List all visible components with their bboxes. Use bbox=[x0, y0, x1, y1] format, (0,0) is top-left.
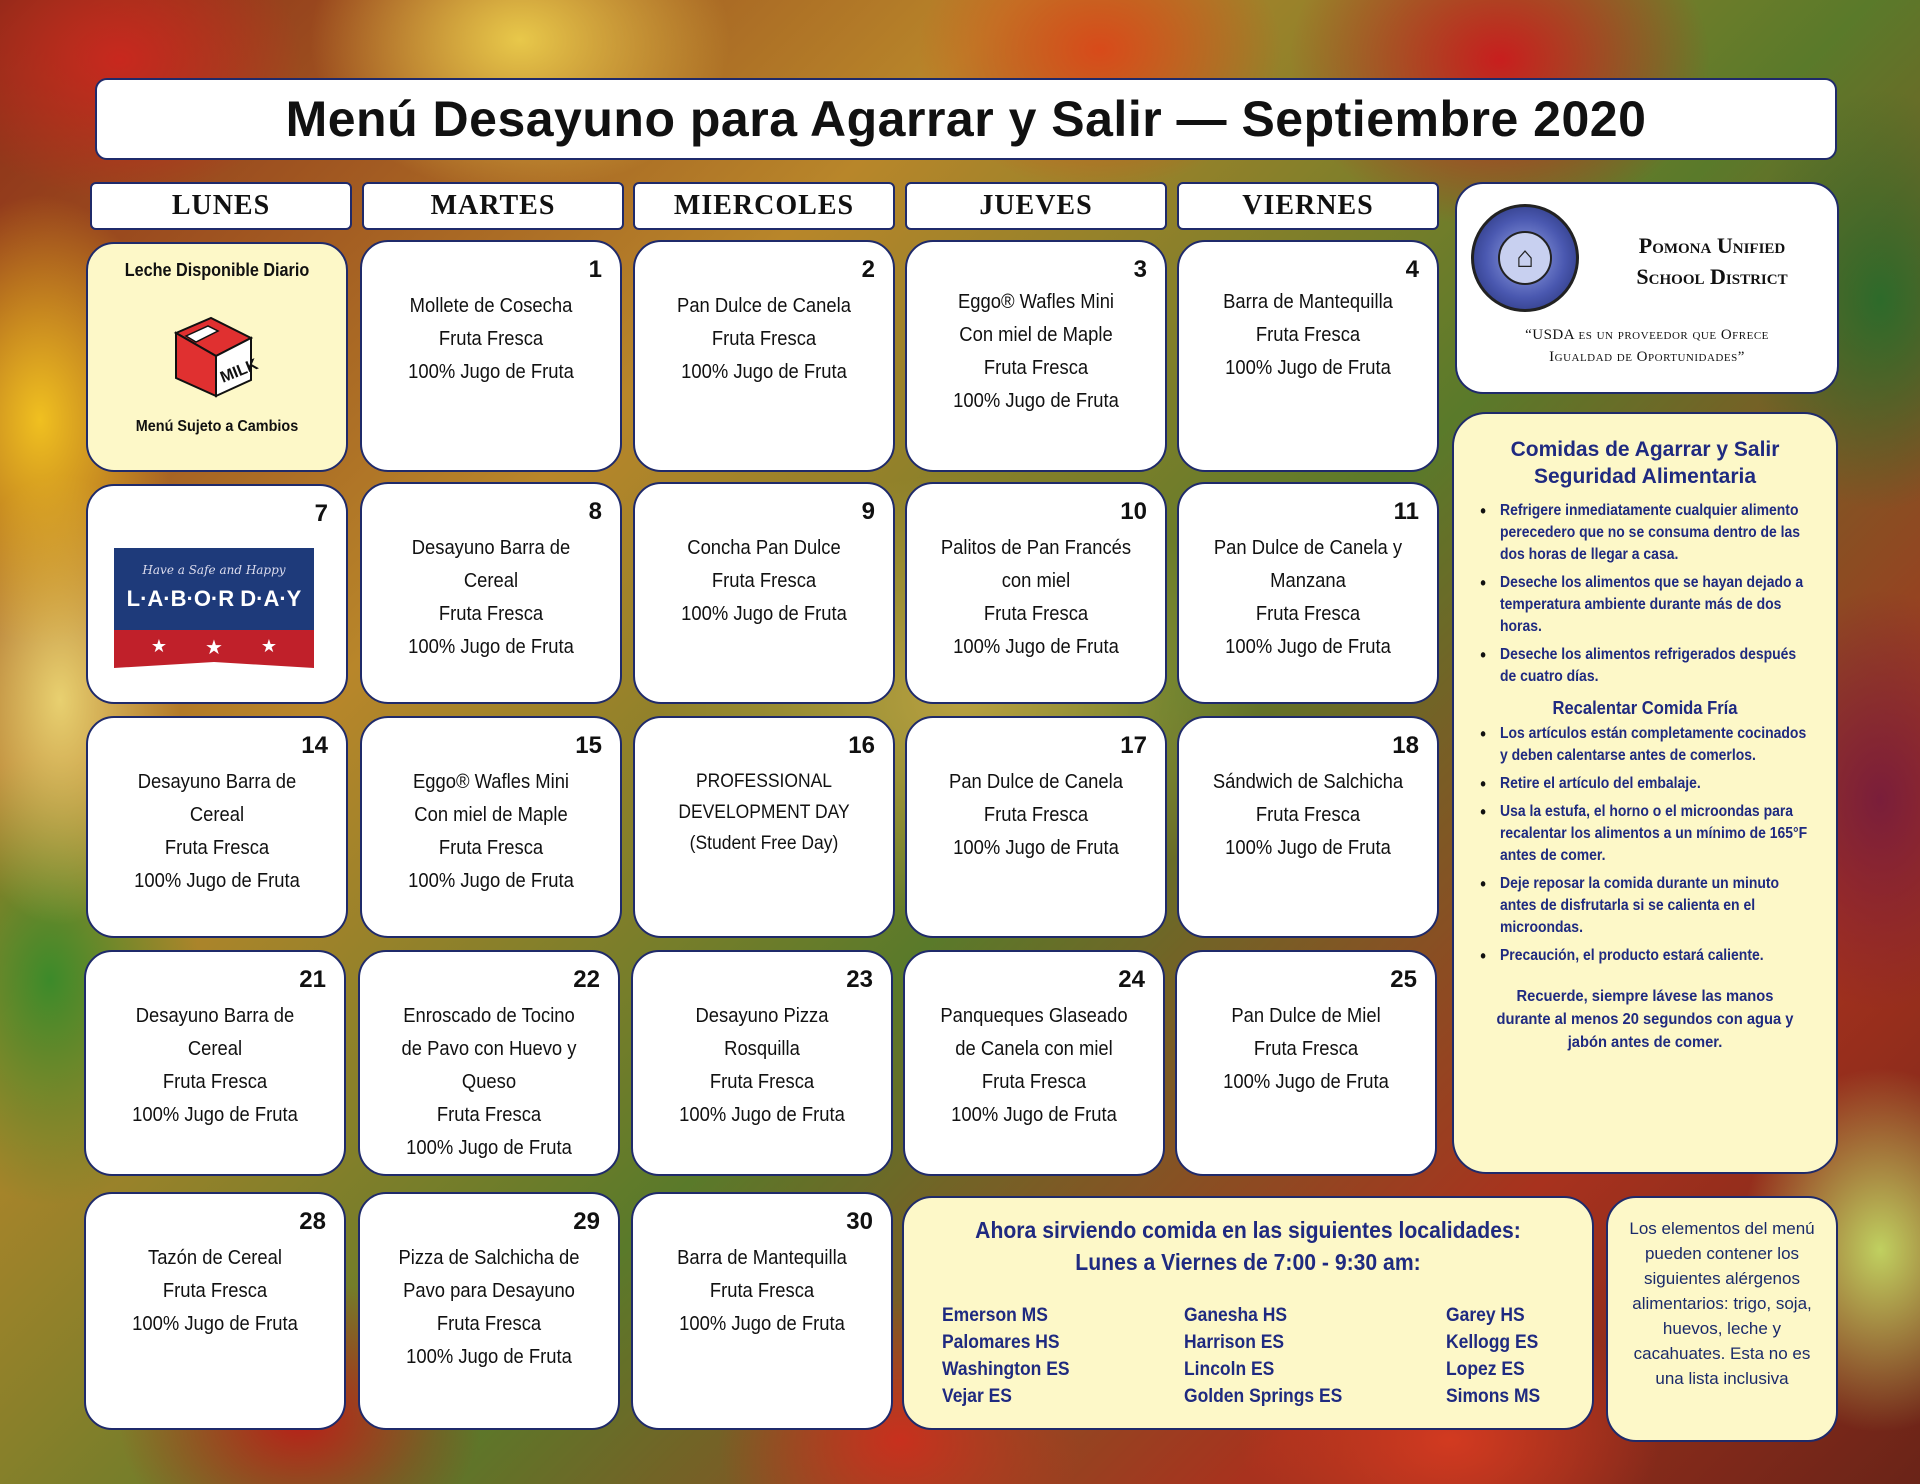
day-header-lunes: LUNES bbox=[90, 182, 352, 230]
menu-items bbox=[633, 1000, 891, 1132]
menu-item: (Student Free Day) bbox=[689, 833, 839, 854]
list-item: • Los artículos están completamente cocinados y deben calentarse antes de comerlos. bbox=[1500, 723, 1809, 767]
day-number: 23 bbox=[846, 966, 873, 993]
menu-subject-change-text: Menú Sujeto a Cambios bbox=[135, 418, 299, 435]
menu-item: 100% Jugo de Fruta bbox=[134, 870, 300, 892]
day-header-jueves: JUEVES bbox=[905, 182, 1167, 230]
menu-items bbox=[360, 1242, 618, 1374]
day-cell-16 bbox=[633, 716, 895, 938]
day-header-viernes: VIERNES bbox=[1177, 182, 1439, 230]
menu-item: 100% Jugo de Fruta bbox=[1223, 1071, 1389, 1093]
menu-items bbox=[635, 766, 893, 859]
day-number: 24 bbox=[1118, 966, 1145, 993]
menu-item: Simons MS bbox=[1446, 1386, 1541, 1407]
menu-item: de Canela con miel bbox=[955, 1038, 1113, 1060]
usda-line1: “USDA es un proveedor que Ofrece bbox=[1525, 327, 1769, 343]
menu-item: Fruta Fresca bbox=[709, 1280, 815, 1302]
locations-box bbox=[902, 1196, 1594, 1430]
allergens-box bbox=[1606, 1196, 1838, 1442]
day-number: 3 bbox=[1133, 256, 1147, 283]
menu-items bbox=[88, 766, 346, 898]
menu-items bbox=[86, 1000, 344, 1132]
menu-items bbox=[635, 290, 893, 389]
menu-item: Concha Pan Dulce bbox=[687, 537, 841, 559]
day-number: 30 bbox=[846, 1208, 873, 1235]
list-item: • Deseche los alimentos refrigerados después de cuatro días. bbox=[1500, 644, 1809, 688]
svg-text:★: ★ bbox=[205, 637, 223, 659]
day-number: 29 bbox=[573, 1208, 600, 1235]
menu-item: Pan Dulce de Canela bbox=[949, 771, 1123, 793]
menu-item: Con miel de Maple bbox=[414, 804, 568, 826]
district-name-line2: School District bbox=[1636, 264, 1788, 289]
menu-item: Fruta Fresca bbox=[436, 1104, 542, 1126]
menu-item: Eggo® Wafles Mini bbox=[957, 291, 1115, 313]
menu-item: Desayuno Barra de bbox=[135, 1005, 295, 1027]
list-item: • Refrigere inmediatamente cualquier alimento perecedero que no se consuma dentro de las dos horas de llegar a casa. bbox=[1500, 500, 1809, 566]
svg-text:★: ★ bbox=[260, 636, 278, 656]
menu-items bbox=[1177, 1000, 1435, 1099]
menu-item: Cereal bbox=[189, 804, 245, 826]
menu-items bbox=[1179, 532, 1437, 664]
milk-available-text: Leche Disponible Diario bbox=[124, 260, 310, 280]
day-header-martes: MARTES bbox=[362, 182, 624, 230]
menu-item: Cereal bbox=[463, 570, 519, 592]
menu-item: 100% Jugo de Fruta bbox=[681, 603, 847, 625]
milk-label: MILK bbox=[218, 356, 261, 387]
district-logo-box bbox=[1455, 182, 1839, 394]
menu-item: 100% Jugo de Fruta bbox=[1225, 837, 1391, 859]
menu-item: Eggo® Wafles Mini bbox=[412, 771, 570, 793]
labor-day-title: L·A·B·O·R D·A·Y bbox=[126, 586, 302, 611]
handwash-reminder: Recuerde, siempre lávese las manos durante al menos 20 segundos con agua y jabón antes de comer. bbox=[1496, 988, 1794, 1051]
menu-item: Fruta Fresca bbox=[1255, 804, 1361, 826]
menu-item: 100% Jugo de Fruta bbox=[408, 361, 574, 383]
menu-item: 100% Jugo de Fruta bbox=[953, 837, 1119, 859]
menu-item: Fruta Fresca bbox=[162, 1071, 268, 1093]
menu-items bbox=[362, 532, 620, 664]
reheat-subtitle: Recalentar Comida Fría bbox=[1552, 698, 1738, 718]
menu-item: Mollete de Cosecha bbox=[409, 295, 573, 317]
day-cell-18 bbox=[1177, 716, 1439, 938]
menu-item: Desayuno Barra de bbox=[411, 537, 571, 559]
day-cell-7 bbox=[86, 484, 348, 704]
menu-item: Fruta Fresca bbox=[983, 357, 1089, 379]
menu-item: de Pavo con Huevo y bbox=[401, 1038, 577, 1060]
day-cell-25 bbox=[1175, 950, 1437, 1176]
info-cell bbox=[86, 242, 348, 472]
locations-hours: Lunes a Viernes de 7:00 - 9:30 am: bbox=[1075, 1249, 1421, 1275]
menu-item: PROFESSIONAL bbox=[695, 771, 832, 792]
day-number: 1 bbox=[588, 256, 602, 283]
menu-item: 100% Jugo de Fruta bbox=[132, 1313, 298, 1335]
menu-item: 100% Jugo de Fruta bbox=[406, 1137, 572, 1159]
menu-items bbox=[362, 290, 620, 389]
menu-item: Fruta Fresca bbox=[711, 570, 817, 592]
menu-item: 100% Jugo de Fruta bbox=[406, 1346, 572, 1368]
menu-item: Golden Springs ES bbox=[1184, 1386, 1343, 1407]
day-cell-1 bbox=[360, 240, 622, 472]
menu-item: Fruta Fresca bbox=[1255, 324, 1361, 346]
menu-item: Pizza de Salchicha de bbox=[398, 1247, 580, 1269]
day-cell-23 bbox=[631, 950, 893, 1176]
menu-item: Fruta Fresca bbox=[711, 328, 817, 350]
usda-statement bbox=[1457, 324, 1837, 368]
menu-item: Barra de Mantequilla bbox=[677, 1247, 847, 1269]
menu-item: Harrison ES bbox=[1184, 1332, 1285, 1353]
day-cell-15 bbox=[360, 716, 622, 938]
day-number: 7 bbox=[314, 500, 328, 527]
menu-item: Tazón de Cereal bbox=[147, 1247, 283, 1269]
menu-item: Con miel de Maple bbox=[959, 324, 1113, 346]
day-number: 11 bbox=[1393, 498, 1419, 525]
list-item: • Precaución, el producto estará caliente. bbox=[1500, 945, 1809, 967]
day-cell-10 bbox=[905, 482, 1167, 704]
labor-day-banner-image bbox=[114, 548, 314, 668]
day-cell-3 bbox=[905, 240, 1167, 472]
usda-line2: Igualdad de Oportunidades” bbox=[1549, 349, 1745, 365]
day-number: 10 bbox=[1120, 498, 1147, 525]
menu-item: Fruta Fresca bbox=[438, 603, 544, 625]
menu-item: Vejar ES bbox=[942, 1386, 1012, 1407]
day-number: 22 bbox=[573, 966, 600, 993]
menu-item: Fruta Fresca bbox=[983, 603, 1089, 625]
menu-items bbox=[360, 1000, 618, 1165]
day-cell-29 bbox=[358, 1192, 620, 1430]
locations-heading-line1: Ahora sirviendo comida en las siguientes localidades: bbox=[975, 1217, 1521, 1243]
menu-items bbox=[1179, 286, 1437, 385]
menu-item: Cereal bbox=[187, 1038, 243, 1060]
day-number: 18 bbox=[1392, 732, 1419, 759]
day-number: 21 bbox=[299, 966, 326, 993]
locations-heading bbox=[932, 1214, 1565, 1278]
menu-item: DEVELOPMENT DAY bbox=[678, 802, 850, 823]
menu-item: 100% Jugo de Fruta bbox=[1225, 357, 1391, 379]
menu-item: Desayuno Pizza bbox=[695, 1005, 829, 1027]
menu-items bbox=[633, 1242, 891, 1341]
menu-item: Pavo para Desayuno bbox=[403, 1280, 575, 1302]
day-cell-17 bbox=[905, 716, 1167, 938]
menu-item: Manzana bbox=[1270, 570, 1346, 592]
menu-item: Fruta Fresca bbox=[164, 837, 270, 859]
menu-item: Fruta Fresca bbox=[162, 1280, 268, 1302]
menu-item: 100% Jugo de Fruta bbox=[408, 636, 574, 658]
day-number: 4 bbox=[1405, 256, 1419, 283]
day-cell-14 bbox=[86, 716, 348, 938]
menu-item: 100% Jugo de Fruta bbox=[679, 1104, 845, 1126]
day-cell-2 bbox=[633, 240, 895, 472]
day-cell-4 bbox=[1177, 240, 1439, 472]
list-item: • Usa la estufa, el horno o el microondas para recalentar los alimentos a un mínimo de 165°F antes de comer. bbox=[1500, 801, 1809, 867]
day-number: 17 bbox=[1120, 732, 1147, 759]
reheat-list bbox=[1478, 723, 1812, 967]
district-name bbox=[1597, 230, 1827, 292]
menu-items bbox=[907, 766, 1165, 865]
locations-column-1 bbox=[942, 1302, 1070, 1410]
menu-item: Fruta Fresca bbox=[436, 1313, 542, 1335]
day-number: 15 bbox=[575, 732, 602, 759]
day-number: 25 bbox=[1390, 966, 1417, 993]
day-cell-8 bbox=[360, 482, 622, 704]
food-safety-title bbox=[1478, 436, 1812, 490]
menu-item: Desayuno Barra de bbox=[137, 771, 297, 793]
milk-carton-icon bbox=[156, 298, 276, 398]
menu-item: Palomares HS bbox=[942, 1332, 1060, 1353]
menu-item: 100% Jugo de Fruta bbox=[679, 1313, 845, 1335]
locations-column-3 bbox=[1446, 1302, 1540, 1410]
menu-item: Garey HS bbox=[1446, 1305, 1525, 1326]
allergens-text: Los elementos del menú pueden contener los siguientes alérgenos alimentarios: trigo, soja, huevos, leche y cacahuates. Esta no es una lista inclusiva bbox=[1629, 1219, 1815, 1388]
day-cell-30 bbox=[631, 1192, 893, 1430]
day-cell-9 bbox=[633, 482, 895, 704]
menu-item: Lopez ES bbox=[1446, 1359, 1525, 1380]
menu-item: 100% Jugo de Fruta bbox=[951, 1104, 1117, 1126]
food-safety-box bbox=[1452, 412, 1838, 1174]
menu-item: 100% Jugo de Fruta bbox=[408, 870, 574, 892]
menu-item: Palitos de Pan Francés bbox=[940, 537, 1132, 559]
food-safety-list bbox=[1478, 500, 1812, 688]
svg-text:★: ★ bbox=[150, 636, 168, 656]
menu-item: 100% Jugo de Fruta bbox=[1225, 636, 1391, 658]
menu-item: 100% Jugo de Fruta bbox=[953, 636, 1119, 658]
menu-item: con miel bbox=[1001, 570, 1071, 592]
menu-items bbox=[905, 1000, 1163, 1132]
day-cell-11 bbox=[1177, 482, 1439, 704]
day-number: 28 bbox=[299, 1208, 326, 1235]
school-building-icon: ⌂ bbox=[1498, 231, 1552, 285]
menu-item: Pan Dulce de Miel bbox=[1231, 1005, 1381, 1027]
day-number: 9 bbox=[861, 498, 875, 525]
day-number: 8 bbox=[588, 498, 602, 525]
menu-items bbox=[907, 532, 1165, 664]
menu-items bbox=[907, 286, 1165, 418]
menu-items bbox=[635, 532, 893, 631]
menu-item: Rosquilla bbox=[724, 1038, 800, 1060]
menu-item: Fruta Fresca bbox=[1255, 603, 1361, 625]
menu-item: Fruta Fresca bbox=[1253, 1038, 1359, 1060]
day-cell-21 bbox=[84, 950, 346, 1176]
menu-item: Fruta Fresca bbox=[983, 804, 1089, 826]
page-title: Menú Desayuno para Agarrar y Salir — Septiembre 2020 bbox=[285, 91, 1647, 147]
day-number: 2 bbox=[861, 256, 875, 283]
menu-items bbox=[86, 1242, 344, 1341]
menu-item: Panqueques Glaseado bbox=[940, 1005, 1128, 1027]
menu-item: 100% Jugo de Fruta bbox=[953, 390, 1119, 412]
list-item: • Deje reposar la comida durante un minuto antes de disfrutarla si se calienta en el microondas. bbox=[1500, 873, 1809, 939]
menu-item: Washington ES bbox=[942, 1359, 1070, 1380]
food-safety-title-line2: Seguridad Alimentaria bbox=[1533, 465, 1757, 488]
menu-item: Lincoln ES bbox=[1184, 1359, 1275, 1380]
menu-items bbox=[1179, 766, 1437, 865]
list-item: • Retire el artículo del embalaje. bbox=[1500, 773, 1809, 795]
menu-item: Sándwich de Salchicha bbox=[1212, 771, 1404, 793]
menu-item: 100% Jugo de Fruta bbox=[681, 361, 847, 383]
day-number: 14 bbox=[301, 732, 328, 759]
day-cell-24 bbox=[903, 950, 1165, 1176]
menu-item: Queso bbox=[461, 1071, 517, 1093]
district-seal-logo bbox=[1471, 204, 1579, 312]
title-box bbox=[95, 78, 1837, 160]
day-header-miercoles: MIERCOLES bbox=[633, 182, 895, 230]
menu-item: Barra de Mantequilla bbox=[1223, 291, 1393, 313]
day-cell-22 bbox=[358, 950, 620, 1176]
menu-item: Pan Dulce de Canela y bbox=[1213, 537, 1403, 559]
district-name-line1: Pomona Unified bbox=[1638, 233, 1786, 258]
menu-item: Enroscado de Tocino bbox=[403, 1005, 575, 1027]
locations-column-2 bbox=[1184, 1302, 1342, 1410]
menu-items bbox=[362, 766, 620, 898]
menu-item: Pan Dulce de Canela bbox=[677, 295, 851, 317]
menu-item: Fruta Fresca bbox=[981, 1071, 1087, 1093]
menu-item: Ganesha HS bbox=[1184, 1305, 1287, 1326]
list-item: • Deseche los alimentos que se hayan dejado a temperatura ambiente durante más de dos horas. bbox=[1500, 572, 1809, 638]
labor-day-tagline: Have a Safe and Happy bbox=[142, 563, 286, 577]
menu-item: 100% Jugo de Fruta bbox=[132, 1104, 298, 1126]
menu-item: Fruta Fresca bbox=[438, 328, 544, 350]
menu-item: Fruta Fresca bbox=[709, 1071, 815, 1093]
day-cell-28 bbox=[84, 1192, 346, 1430]
food-safety-title-line1: Comidas de Agarrar y Salir bbox=[1510, 438, 1780, 461]
day-number: 16 bbox=[848, 732, 875, 759]
menu-item: Emerson MS bbox=[942, 1305, 1048, 1326]
menu-item: Fruta Fresca bbox=[438, 837, 544, 859]
menu-item: Kellogg ES bbox=[1446, 1332, 1539, 1353]
